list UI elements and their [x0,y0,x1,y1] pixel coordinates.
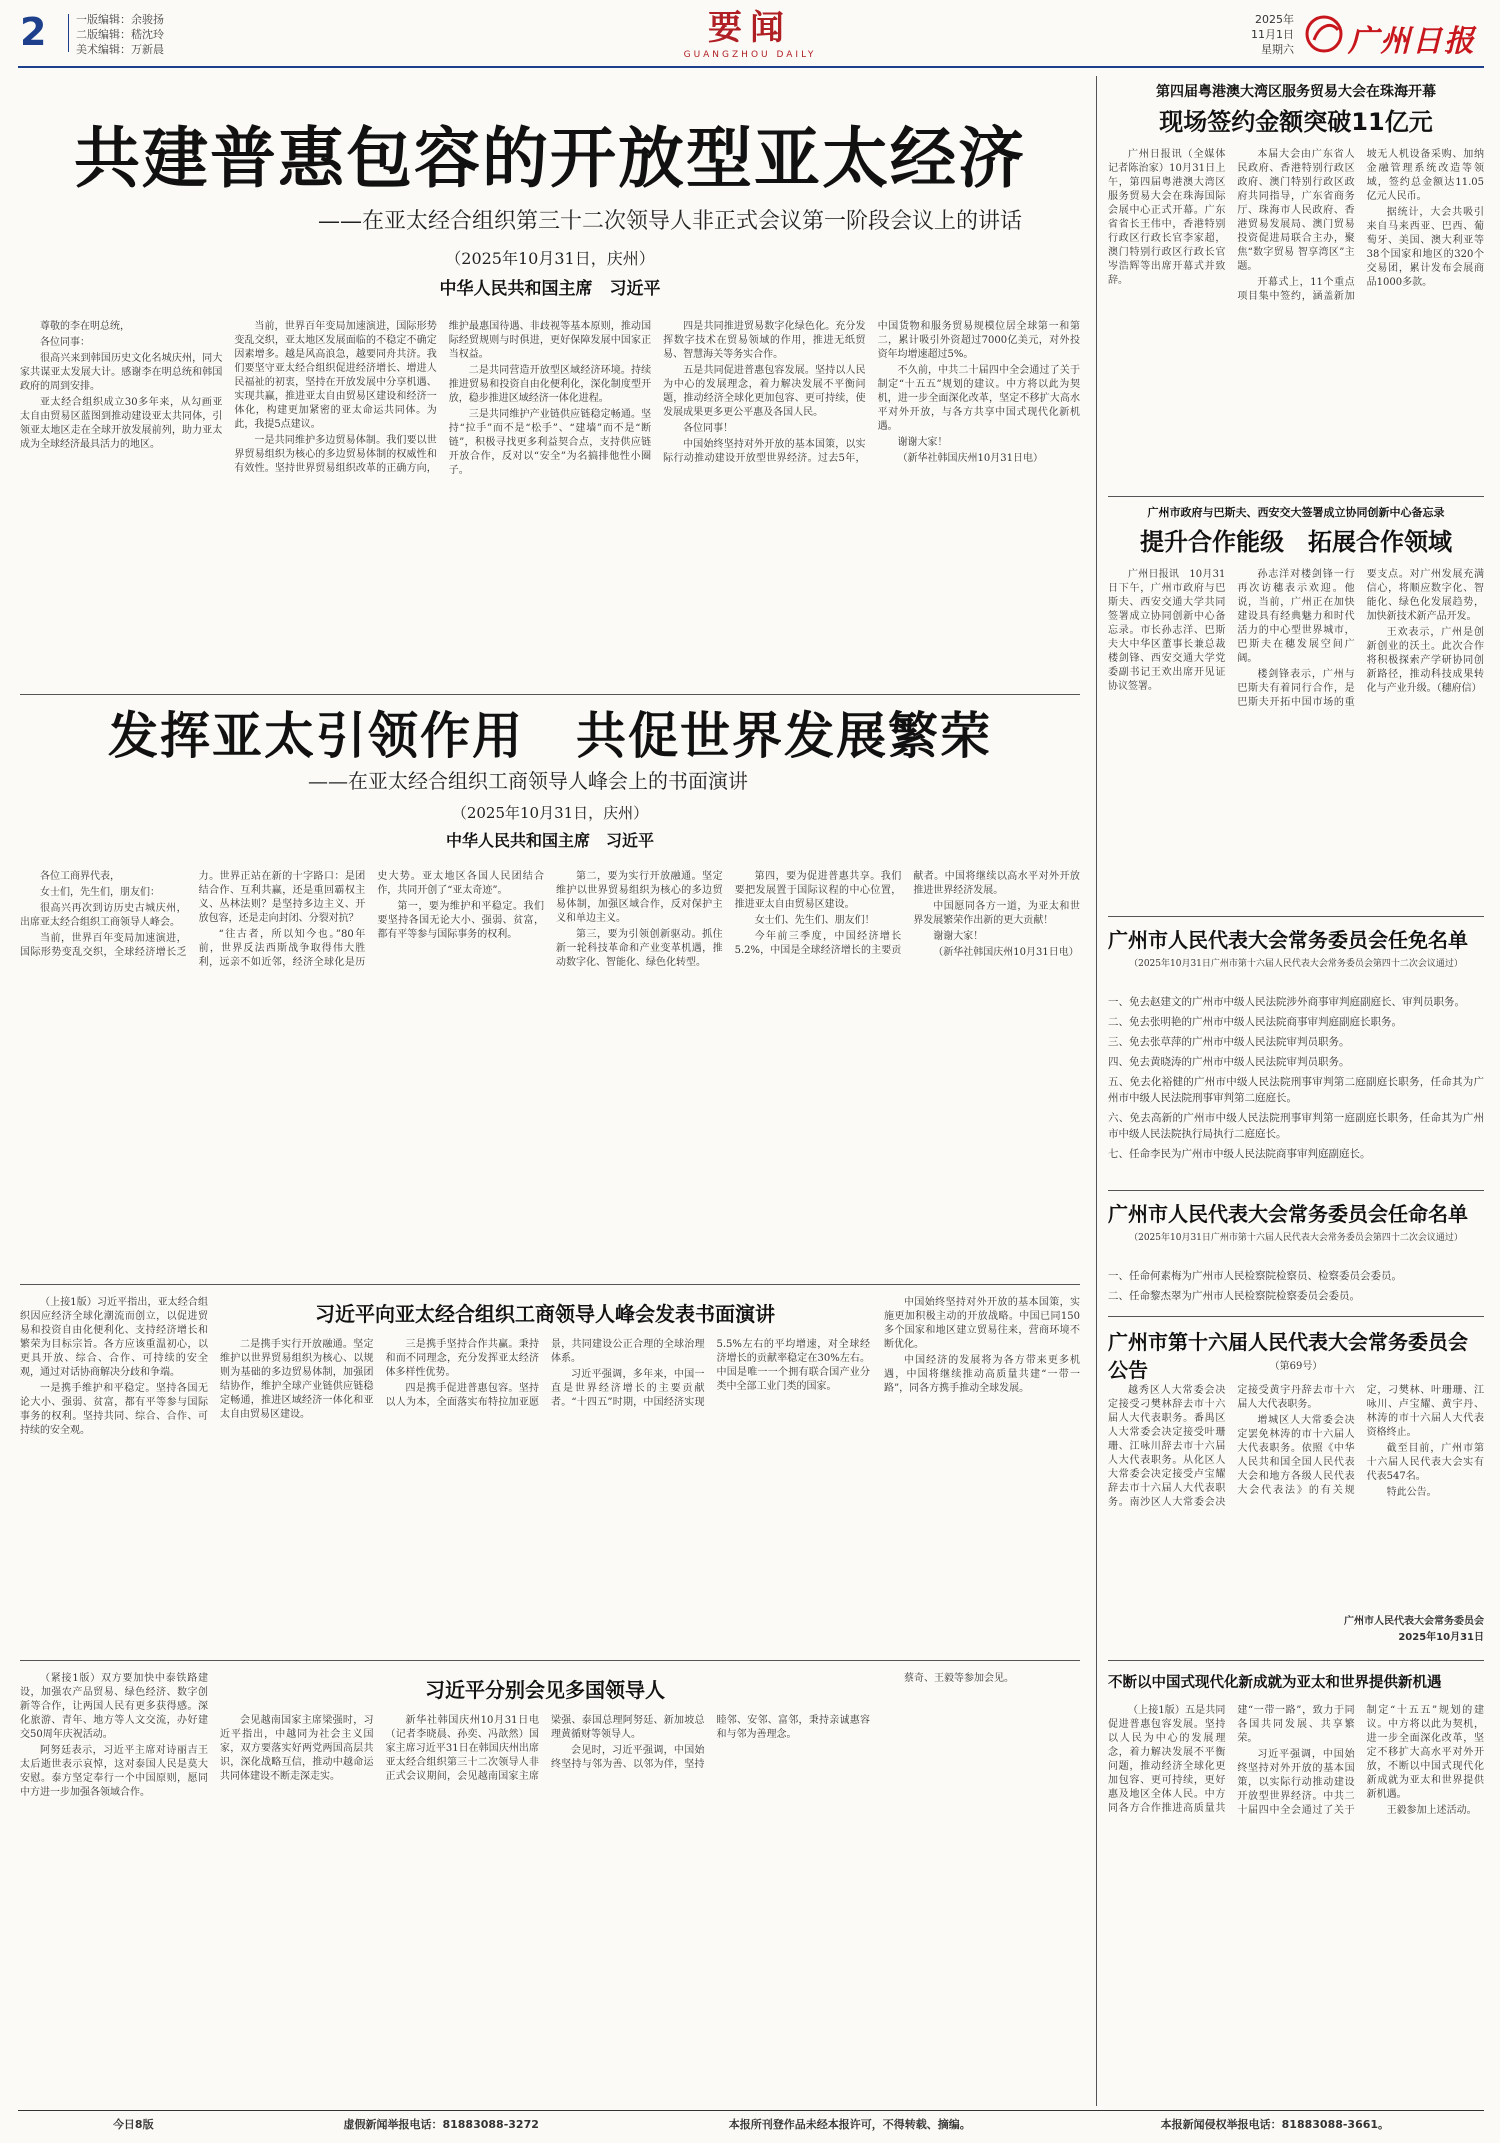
paragraph: 一、免去赵建文的广州市中级人民法院涉外商事审判庭副庭长、审判员职务。 [1108,996,1465,1008]
paragraph: 四是携手促进普惠包容。坚持以人为本，全面落实布特拉加亚愿景，共同建设公正合理的全球治理体系。 [385,1339,705,1408]
paragraph: 二是共同营造开放型区域经济环境。持续推进贸易和投资自由化便利化，深化制度型开放，稳步推进区域经济一体化进程。 [448,365,652,404]
article4-body [220,1714,870,2098]
paragraph: 五、免去化裕健的广州市中级人民法院刑事审判第二庭副庭长职务，任命其为广州市中级人民法院刑事审判第二庭庭长。 [1108,1076,1484,1104]
divider [20,694,1080,695]
paragraph: 中国愿同各方一道，为亚太和世界发展繁荣作出新的更大贡献！ [913,901,1080,926]
paragraph: 越秀区人大常委会决定接受刁樊林辞去市十六届人大代表职务。番禺区人大常委会决定接受叶珊珊、江咏川辞去市十六届人大代表职务。从化区人大常委会决定接受卢宝耀辞去市十六届人大代表职务。南沙区人大常委会决定接受黄宇丹辞去市十六届人大代表职务。 [1108,1385,1355,1508]
masthead-rule [18,66,1484,68]
paragraph: 四是共同推进贸易数字化绿色化。充分发挥数字技术在贸易领域的作用，推进无纸贸易、智慧海关等务实合作。 [663,321,866,360]
editor-line: 二版编辑：嵇沈玲 [76,28,164,41]
paragraph: 三是携手坚持合作共赢。秉持和而不同理念，充分发挥亚太经济体多样性优势。 [385,1339,539,1378]
paragraph: 谢谢大家！ [897,437,948,448]
paragraph: 王毅参加上述活动。 [1386,1805,1477,1816]
paragraph: 一是携手维护和平稳定。坚持各国无论大小、强弱、贫富，都有平等参与国际事务的权利。坚持共同、综合、合作、可持续的安全观。 [20,1383,208,1436]
article2-title: 发挥亚太引领作用 共促世界发展繁荣 [108,706,992,765]
paragraph: 一是共同维护多边贸易体制。我们要以世界贸易组织为核心的多边贸易体制的权威性和有效性。坚持世界贸易组织改革的正确方向，维护最惠国待遇、非歧视等基本原则，推动国际经贸规则与时俱进，更好保障发展中国家正当权益。 [234,321,652,474]
logo-emblem-icon [1304,14,1348,58]
paragraph: 很高兴来到韩国历史文化名城庆州，同大家共谋亚太发展大计。感谢李在明总统和韩国政府的周到安排。 [20,353,223,392]
paragraph: 各位同事： [40,337,90,348]
paragraph: 女士们，先生们，朋友们： [40,887,160,898]
paragraph: 二是携手实行开放融通。坚定维护以世界贸易组织为核心、以规则为基础的多边贸易体制，加强团结协作，维护全球产业链供应链稳定畅通，推进区域经济一体化和亚太自由贸易区建设。 [220,1339,374,1420]
footer-copyright: 本报所刊登作品未经本报许可，不得转载、摘编。 [728,2118,971,2131]
right1-kicker: 第四届粤港澳大湾区服务贸易大会在珠海开幕 [1156,84,1436,100]
logo-text: 广州日报 [1348,24,1476,59]
guangzhou-daily-logo [1304,12,1484,59]
right1-body [1108,148,1484,488]
article1-body [20,320,1080,680]
right2-kicker: 广州市政府与巴斯夫、西安交大签署成立协同创新中心备忘录 [1147,506,1445,519]
paragraph: 当前，世界百年变局加速演进，国际形势变乱交织，全球经济增长乏力。世界正站在新的十字路口：是团结合作、互利共赢，还是重回霸权主义、丛林法则？是坚持多边主义、开放包容，还是走向封闭、分裂对抗？ [20,871,366,958]
paragraph: 本届大会由广东省人民政府、香港特别行政区政府、澳门特别行政区政府共同指导，广东省商务厅、珠海市人民政府、香港贸易发展局、澳门贸易投资促进局联合主办，聚焦“数字贸易 智享湾区”主题。 [1237,149,1355,272]
divider [20,1284,1080,1285]
paragraph: 当前，世界百年变局加速演进，国际形势变乱交织，亚太地区发展面临的不稳定不确定因素增多。越是风高浪急，越要同舟共济。我们要坚守亚太经合组织促进经济增长、增进人民福祉的初衷，坚持在开放发展中分享机遇、实现共赢，推进亚太自由贸易区建设和经济一体化，构建更加紧密的亚太命运共同体。为此，我提5点建议。 [234,321,437,430]
right3-list [1108,994,1484,1182]
article3-title: 习近平向亚太经合组织工商领导人峰会发表书面演讲 [315,1302,775,1326]
paragraph: （新华社韩国庆州10月31日电） [897,453,1044,464]
column-divider [1096,76,1097,2106]
section-subtitle: GUANGZHOU DAILY [683,50,817,60]
page-number: 2 [20,10,47,54]
divider [20,1660,1080,1661]
article1-subtitle: ——在亚太经合组织第三十二次领导人非正式会议第一阶段会议上的讲话 [318,209,1023,234]
paragraph: 截至目前，广州市第十六届人民代表大会实有代表547名。 [1366,1443,1484,1482]
paragraph: 第三，要为引领创新驱动。抓住新一轮科技革命和产业变革机遇，推动数字化、智能化、绿色化转型。 [555,929,723,968]
paragraph: 新华社韩国庆州10月31日电（记者李晓晨、孙奕、冯歆然）国家主席习近平31日在韩国庆州出席亚太经合组织第三十二次领导人非正式会议期间，会见越南国家主席梁强、泰国总理阿努廷、新加坡总理黄循财等领导人。 [385,1715,705,1782]
paragraph: 各位同事！ [683,423,734,434]
paragraph: 第四，要为促进普惠共享。我们要把发展置于国际议程的中心位置，推进亚太自由贸易区建设。 [734,871,902,910]
paragraph: 今年前三季度，中国经济增长5.2%，中国是全球经济增长的主要贡献者。中国将继续以高水平对外开放推进世界经济发展。 [734,871,1080,956]
editor-line: 美术编辑：万新晨 [76,43,164,56]
paragraph: 亚太经合组织成立30多年来，从勾画亚太自由贸易区蓝图到推动建设亚太共同体，引领亚太地区走在全球开放发展前列，助力亚太成为全球经济最具活力的地区。 [20,397,223,450]
paragraph: 中国始终坚持对外开放的基本国策，实施更加积极主动的开放战略。中国已同150多个国家和地区建立贸易往来，营商环境不断优化。 [884,1297,1080,1350]
paragraph: 三是共同维护产业链供应链稳定畅通。坚持“拉手”而不是“松手”、“建墙”而不是“断链”，积极寻找更多利益契合点，支持供应链开放合作，反对以“安全”为名搞排他性小圈子。 [448,409,652,476]
right3-title: 广州市人民代表大会常务委员会任免名单 [1108,928,1468,952]
paragraph: 广州日报讯（全媒体记者陈治家）10月31日上午，第四届粤港澳大湾区服务贸易大会在珠海国际会展中心正式开幕。广东省省长王伟中，香港特别行政区行政长官李家超，澳门特别行政区行政长官岑浩辉等出席开幕式并致辞。 [1108,149,1226,286]
editor-line: 一版编辑：余骏扬 [76,13,164,26]
article4-title: 习近平分别会见多国领导人 [425,1678,665,1702]
right6-body [1108,1704,1484,2098]
right3-note: （2025年10月31日广州市第十六届人民代表大会常务委员会第四十二次会议通过） [1129,959,1463,969]
footer-infringement: 本报新闻侵权举报电话：81883088-3661。 [1160,2118,1390,2131]
paragraph: 二、免去张明艳的广州市中级人民法院商事审判庭副庭长职务。 [1108,1016,1402,1028]
right5-body [1108,1384,1484,1610]
article2-subtitle: ——在亚太经合组织工商领导人峰会上的书面演讲 [308,769,748,793]
masthead-divider [68,14,69,52]
right6-title: 不断以中国式现代化新成就为亚太和世界提供新机遇 [1108,1675,1442,1691]
article3-body [220,1338,870,1648]
right4-list [1108,1268,1484,1308]
paragraph: （上接1版）五是共同促进普惠包容发展。坚持以人民为中心的发展理念，着力解决发展不平衡问题，推动经济全球化更加包容、更可持续，更好惠及地区全体人民。中方同各方合作推进高质量共建“一带一路”，致力于同各国共同发展、共享繁荣。 [1108,1705,1355,1814]
masthead-date [1234,12,1294,57]
divider [1108,1190,1484,1191]
right1-title: 现场签约金额突破11亿元 [1159,108,1433,136]
footer [18,2116,1484,2136]
paragraph: 谢谢大家！ [933,931,984,942]
paragraph: 楼剑锋表示，广州与巴斯夫有着同行合作，是巴斯夫开拓中国市场的重要支点。对广州发展充满信心，将顺应数字化、智能化、绿色化发展趋势，加快新技术新产品开发。 [1237,569,1484,708]
article1-dateline: （2025年10月31日，庆州） [445,249,655,268]
right5-title: 广州市第十六届人民代表大会常务委员会公告 [1108,1330,1468,1382]
paragraph: 阿努廷表示，习近平主席对诗丽吉王太后逝世表示哀悼，这对泰国人民是莫大安慰。泰方坚定奉行一个中国原则，愿同中方进一步加强各领域合作。 [20,1745,208,1798]
paragraph: 会见越南国家主席梁强时，习近平指出，中越同为社会主义国家，双方要落实好两党两国高层共识，深化战略互信，推动中越命运共同体建设不断走深走实。 [220,1715,374,1782]
right5-signature [1108,1614,1484,1648]
paragraph: 习近平强调，中国始终坚持对外开放的基本国策，以实际行动推动建设开放型世界经济。中共二十届四中全会通过了关于制定“十五五”规划的建议。中方将以此为契机，进一步全面深化改革，坚定不移扩大高水平对外开放，不断以中国式现代化新成就为亚太和世界提供新机遇。 [1237,1705,1484,1816]
divider [1108,496,1484,497]
paragraph: 尊敬的李在明总统， [40,321,130,332]
paragraph: 四、免去黄晓涛的广州市中级人民法院审判员职务。 [1108,1056,1350,1068]
editors-block [76,12,164,57]
divider [1108,1660,1484,1661]
paragraph: 二、任命黎杰翠为广州市人民检察院检察委员会委员。 [1108,1290,1360,1302]
paragraph: 会见时，习近平强调，中国始终坚持与邻为善、以邻为伴，坚持睦邻、安邻、富邻，秉持亲诚惠容和与邻为善理念。 [551,1715,870,1770]
paragraph: 很高兴再次到访历史古城庆州，出席亚太经合组织工商领导人峰会。 [20,903,187,928]
article4-left-column [20,1672,208,2098]
paragraph: 增城区人大常委会决定罢免林涛的市十六届人大代表职务。依照《中华人民共和国全国人民代表大会和地方各级人民代表大会代表法》的有关规定，刁樊林、叶珊珊、江咏川、卢宝耀、黄宇丹、林涛的市十六届人大代表资格终止。 [1237,1385,1484,1496]
article3-left-column [20,1296,208,1648]
paragraph: （紧接1版）双方要加快中泰铁路建设，加强农产品贸易、绿色经济、数字创新等合作，让两国人民有更多获得感。深化旅游、青年、地方等人文交流，办好建交50周年庆祝活动。 [20,1673,208,1740]
divider [1108,1316,1484,1317]
footer-today: 今日8版 [112,2118,154,2131]
paragraph: 女士们、先生们、朋友们！ [754,915,875,926]
paragraph: 孙志洋对楼剑锋一行再次访穗表示欢迎。他说，当前，广州正在加快建设具有经典魅力和时代活力的中心型世界城市，巴斯夫在穗发展空间广阔。 [1237,569,1355,664]
footer-hotline: 虚假新闻举报电话：81883088-3272 [343,2118,539,2131]
paragraph: 第二，要为实行开放融通。坚定维护以世界贸易组织为核心的多边贸易体制，加强区域合作，反对保护主义和单边主义。 [555,871,723,924]
paragraph: 王欢表示，广州是创新创业的沃土。此次合作将积极探索产学研协同创新路径，推动科技成果转化与产业升级。（穗府信） [1366,627,1484,694]
paragraph: 第一，要为维护和平稳定。我们要坚持各国无论大小、强弱、贫富，都有平等参与国际事务的权利。 [377,901,544,940]
paragraph: 五是共同促进普惠包容发展。坚持以人民为中心的发展理念，着力解决发展不平衡问题，推动经济全球化更加包容、更可持续，使发展成果更多更公平惠及各国人民。 [663,365,866,418]
article2-body [20,870,1080,1270]
signature-date: 2025年10月31日 [1398,1632,1484,1643]
article1-title: 共建普惠包容的开放型亚太经济 [74,119,1026,197]
signature-org: 广州市人民代表大会常务委员会 [1344,1616,1484,1627]
right4-title: 广州市人民代表大会常务委员会任命名单 [1108,1202,1468,1226]
paragraph: 六、免去高新的广州市中级人民法院刑事审判第一庭副庭长职务，任命其为广州市中级人民法院执行局执行二庭庭长。 [1108,1112,1484,1140]
paragraph: 各位工商界代表， [40,871,120,882]
divider [1108,916,1484,917]
paragraph: 据统计，大会共吸引来自马来西亚、巴西、葡萄牙、美国、澳大利亚等38个国家和地区的320个交易团，累计发布会展商品1000多款。 [1366,207,1484,288]
article2-byline: 中华人民共和国主席 习近平 [445,831,654,850]
article4-right-column [884,1672,1080,2098]
right4-note: （2025年10月31日广州市第十六届人民代表大会常务委员会第四十二次会议通过） [1129,1233,1463,1243]
paragraph: 中国始终坚持对外开放的基本国策，以实际行动推动建设开放型世界经济。过去5年，中国货物和服务贸易规模位居全球第一和第二，累计吸引外资超过7000亿美元，对外投资年均增速超过5%。 [663,321,1080,464]
right2-body [1108,568,1484,908]
article3-right-column [884,1296,1080,1648]
article1-byline: 中华人民共和国主席 习近平 [439,279,661,299]
date-weekday: 星期六 [1261,43,1294,56]
paragraph: 不久前，中共二十届四中全会通过了关于制定“十五五”规划的建议。中方将以此为契机，进一步全面深化改革，坚定不移扩大高水平对外开放，与各方共享中国式现代化新机遇。 [877,365,1080,432]
paragraph: “往古者，所以知今也。”80年前，世界反法西斯战争取得伟大胜利，远亲不如近邻，经济全球化是历史大势。亚太地区各国人民团结合作，共同开创了“亚太奇迹”。 [198,871,544,968]
paragraph: 习近平强调，多年来，中国一直是世界经济增长的主要贡献者。“十四五”时期，中国经济实现5.5%左右的平均增速，对全球经济增长的贡献率稳定在30%左右。中国是唯一一个拥有联合国产业分类中全部工业门类的国家。 [551,1339,870,1408]
paragraph: 广州日报讯 10月31日下午，广州市政府与巴斯夫、西安交通大学共同签署成立协同创新中心备忘录。市长孙志洋、巴斯夫大中华区董事长兼总裁楼剑锋、西安交通大学党委副书记王欢出席开见证协议签署。 [1108,569,1226,692]
paragraph: 中国经济的发展将为各方带来更多机遇，中国将继续推动高质量共建“一带一路”，同各方携手推动全球发展。 [884,1355,1080,1394]
section-title: 要闻 [708,8,792,48]
paragraph: 七、任命李民为广州市中级人民法院商事审判庭副庭长。 [1108,1148,1371,1160]
article2-dateline: （2025年10月31日，庆州） [451,804,649,822]
paragraph: （上接1版）习近平指出，亚太经合组织因应经济全球化潮流而创立，以促进贸易和投资自由化便利化、支持经济增长和繁荣为目标宗旨。各方应该重温初心，以更具开放、综合、合作、可持续的安全观，通过对话协商解决分歧和争端。 [20,1297,208,1378]
paragraph: 开幕式上，11个重点项目集中签约，涵盖新加坡无人机设备采购、加纳金融管理系统改造等领域，签约总金额达11.05亿元人民币。 [1237,149,1484,302]
paragraph: 特此公告。 [1386,1487,1437,1498]
paragraph: 蔡奇、王毅等参加会见。 [904,1673,1014,1684]
date-year: 2025年 [1255,13,1294,26]
paragraph: 三、免去张草萍的广州市中级人民法院审判员职务。 [1108,1036,1350,1048]
footer-rule [18,2110,1484,2111]
right2-title: 提升合作能级 拓展合作领域 [1140,528,1452,556]
date-day: 11月1日 [1251,28,1294,41]
paragraph: 一、任命何素梅为广州市人民检察院检察员、检察委员会委员。 [1108,1270,1402,1282]
paragraph: （新华社韩国庆州10月31日电） [933,947,1079,958]
right5-number: （第69号） [1269,1361,1323,1372]
